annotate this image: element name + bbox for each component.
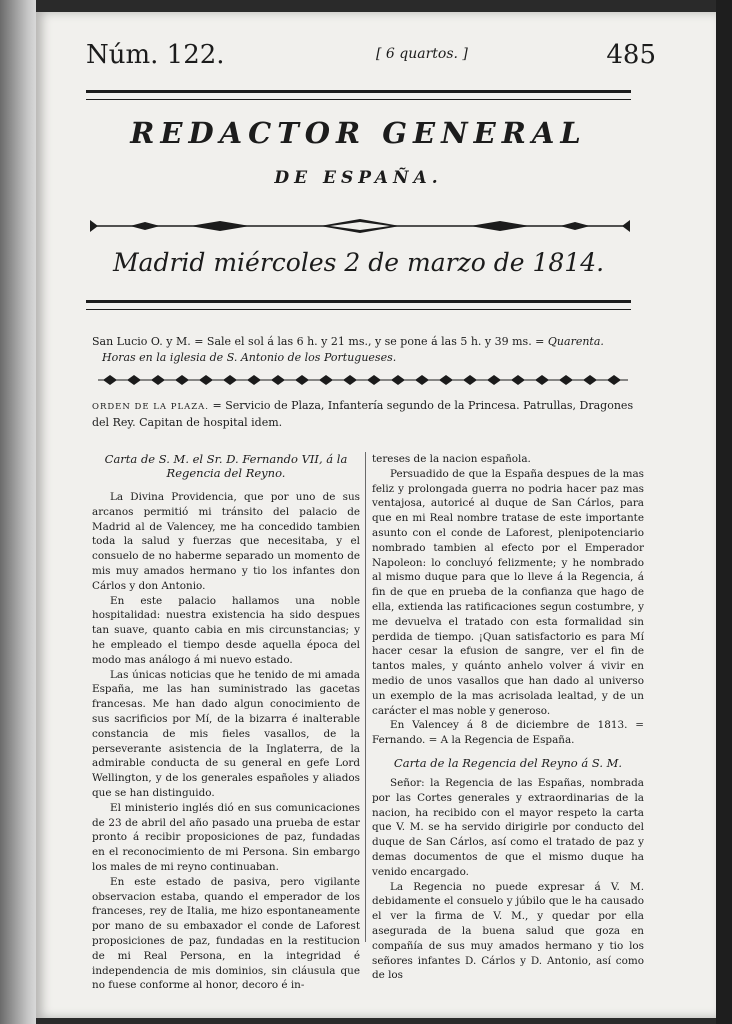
almanac-block [92,334,632,366]
orden-de-la-plaza [92,398,637,430]
right-paragraph: Persuadido de que la España despues de la mas feliz y prolongada guerra no podria hacer paz mas ventajosa, autoricé al duque de San Cárlos, para que en mi Real nombre tratase de este importante asunto con el conde de Laforest, plenipotenciario nombrado tambien al efecto por el Emperador Napoleon: lo concluyó felizmente; y he nombrado al mismo duque para que lo lleve á la Regencia, á fin de que en prueba de la confianza que hago de ella, extienda las ratificaciones segun costumbre, y me devuelva el tratado con esta formalidad sin perdida de tiempo. ¡Quan satisfactorio es para Mí hacer cesar la efusion de sangre, ver el fin de tantos males, y quánto anhelo volver á vivir en medio de unos vasallos que han dado al universo un exemplo de la mas acrisolada lealtad, y de un carácter el mas noble y generoso. [372,467,644,717]
orden-text: = Servicio de Plaza, Infantería segundo de la Princesa. Patrullas, Dragones del Rey. Capitan de hospital idem. [92,399,634,429]
right-column [372,452,644,983]
dateline: Madrid miércoles 2 de marzo de 1814. [112,248,605,277]
issue-number: Núm. 122. [86,40,225,70]
left-paragraph: En este estado de pasiva, pero vigilante observacion estaba, quando el emperador de los franceses, rey de Italia, me hizo espontaneamente por mano de su embaxador el conde de Laforest proposiciones de paz, fundadas en la restitucion de mi Real Persona, en la integridad é independencia de mis dominios, sin cláusula que no fuese conforme al honor, decoro é in- [92,875,360,992]
left-column [92,452,360,993]
newspaper-page [36,12,716,1018]
almanac-line-1 [92,334,632,350]
left-paragraph: En este palacio hallamos una noble hospitalidad: nuestra existencia ha sido despues tan suave, quanto cabia en mis circunstancias; y he empleado el tiempo desde aquella época del modo mas análogo á mi nuevo estado. [92,594,360,666]
almanac-highlight: Quarenta. [547,335,604,348]
chain-ornament [98,373,628,387]
ornamental-rule [90,216,630,236]
masthead-subtitle: DE ESPAÑA. [274,168,443,188]
issue-price: [ 6 quartos. ] [376,46,468,62]
right-column-heading: Carta de la Regencia del Reyno á S. M. [393,755,623,770]
page-header [86,40,666,80]
page-number: 485 [606,40,656,70]
dateline-rule [86,300,631,310]
right-paragraph: La Regencia no puede expresar á V. M. debidamente el consuelo y júbilo que le ha causado el ver la firma de V. M., y quedar por ella asegurada de la buena salud que goza en compañía de sus muy amados hermano y tio los señores infantes D. Cárlos y D. Antonio, así como de los [372,880,644,982]
header-rule [86,90,631,100]
right-paragraph: En Valencey á 8 de diciembre de 1813. = Fernando. = A la Regencia de España. [372,719,644,747]
scan-background-edge [716,0,732,1024]
left-column-heading: Carta de S. M. el Sr. D. Fernando VII, á la Regencia del Reyno. [104,452,348,480]
almanac-line-2: Horas en la iglesia de S. Antonio de los Portugueses. [102,351,397,364]
right-intro: tereses de la nacion española. [372,453,531,465]
column-divider [365,452,366,942]
book-spine-left-page [0,0,36,1024]
left-paragraph: Las únicas noticias que he tenido de mi amada España, me las han suministrado las gacetas francesas. Me han dado algun conocimiento de sus sacrificios por Mí, de la bizarra é inalterable constancia de mis fieles vasallos, de la perseverante asistencia de la Inglaterra, de la admirable conducta de su general en gefe Lord Wellington, y de los generales españoles y aliados que se han distinguido. [92,668,360,799]
right-paragraph: Señor: la Regencia de las Españas, nombrada por las Cortes generales y extraordinarias de la nacion, ha recibido con el mayor respeto la carta que V. M. se ha servido dirigirle por conducto del duque de San Cárlos, así como el tratado de paz y demas documentos de que el mismo duque ha venido encargado. [372,776,644,878]
left-paragraph: La Divina Providencia, que por uno de sus arcanos permitió mi tránsito del palacio de Madrid al de Valencey, me ha concedido tambien toda la salud y fuerzas que necesitaba, y el consuelo de no haberme separado un momento de mis muy amados hermano y tio los infantes don Cárlos y don Antonio. [92,491,360,592]
masthead-title: REDACTOR GENERAL [130,116,587,150]
orden-label: ORDEN DE LA PLAZA. [92,402,209,412]
left-paragraph: El ministerio inglés dió en sus comunicaciones de 23 de abril del año pasado una prueba de estar pronto á recibir proposiciones de paz, fundadas en el reconocimiento de mi Persona. Sin embargo los males de mi reyno continuaban. [92,801,360,873]
almanac-text: San Lucio O. y M. = Sale el sol á las 6 h. y 21 ms., y se pone á las 5 h. y 39 ms. = [92,335,545,348]
